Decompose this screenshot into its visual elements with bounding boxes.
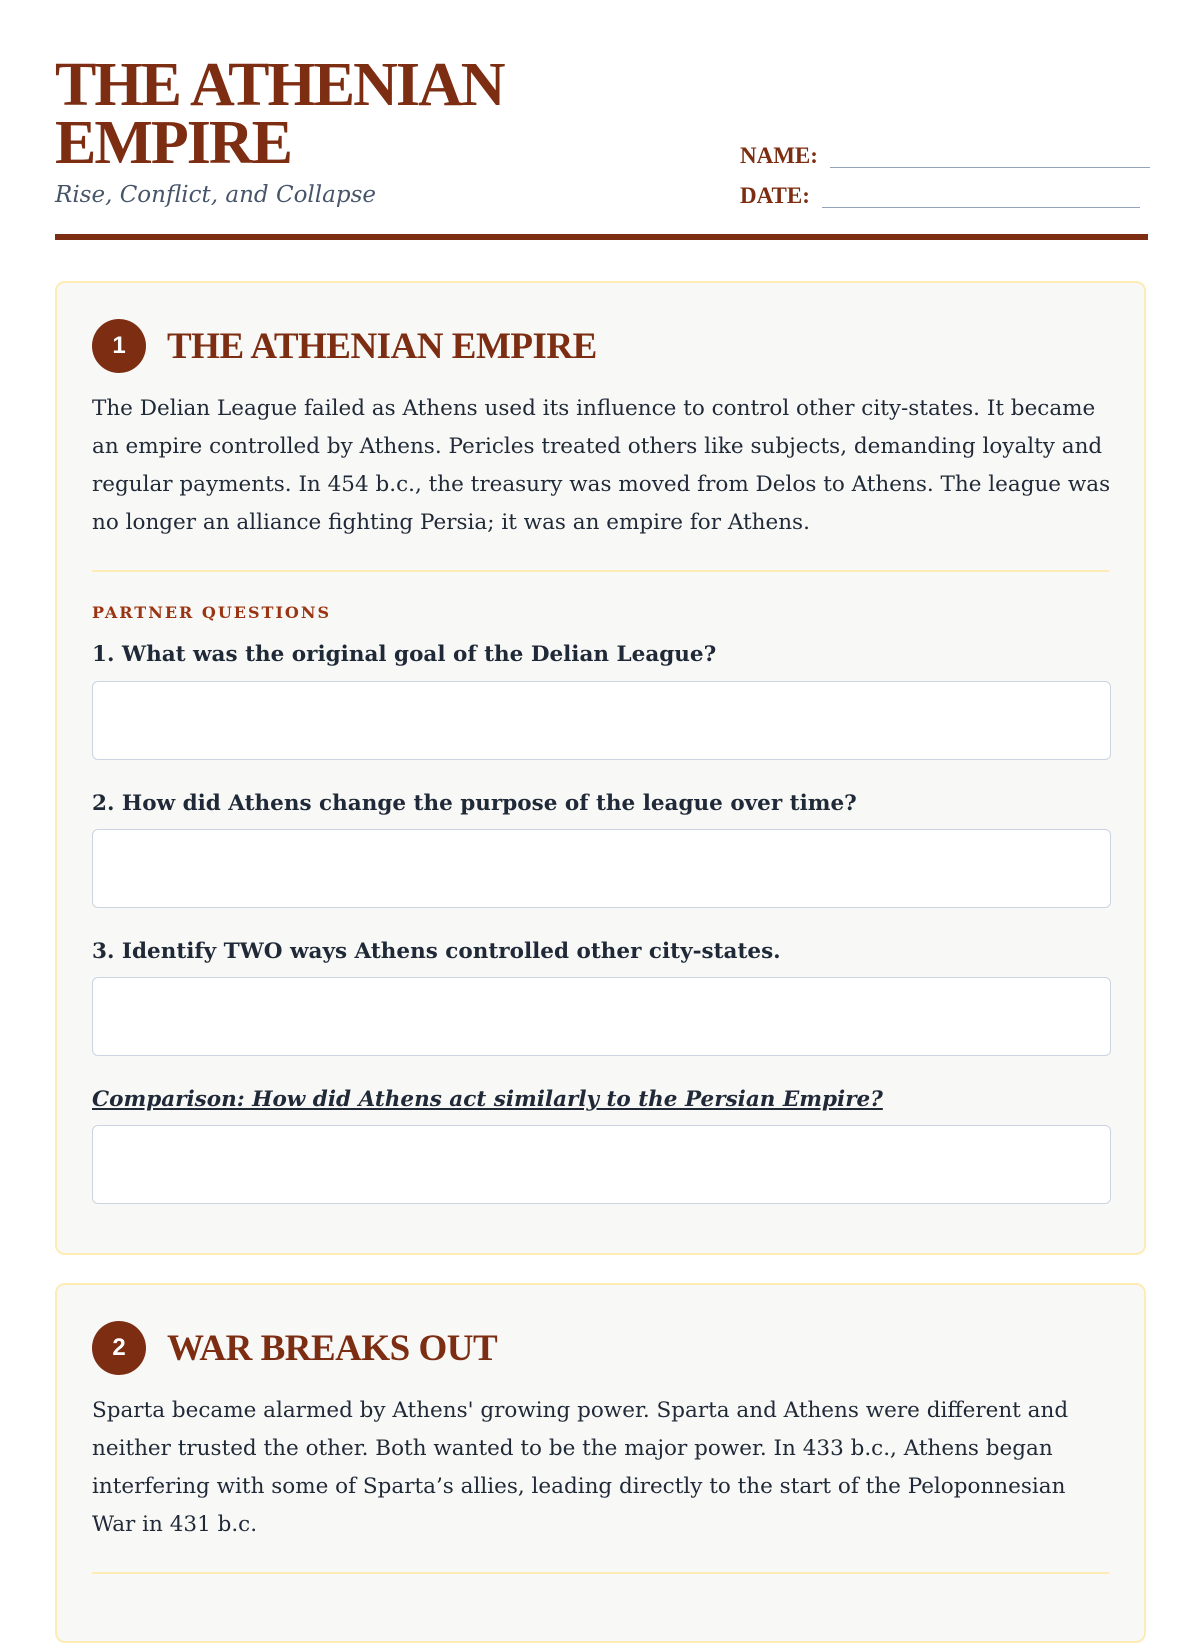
comparison-question: Comparison: How did Athens act similarly to the Persian Empire? [92, 1087, 883, 1112]
question-2: 2. How did Athens change the purpose of the league over time? [92, 791, 857, 816]
section-war-breaks-out [55, 1283, 1146, 1643]
partner-questions-heading: PARTNER QUESTIONS [92, 603, 332, 622]
worksheet-page [55, 0, 1148, 1537]
title-line-2: EMPIRE [55, 109, 291, 177]
worksheet-header [55, 0, 1148, 242]
section-title: THE ATHENIAN EMPIRE [167, 325, 597, 367]
section-number-badge: 2 [92, 1321, 146, 1375]
answer-box-comparison[interactable] [92, 1125, 1111, 1204]
section-heading [92, 1321, 497, 1375]
title-line-1: THE ATHENIAN [55, 51, 504, 119]
section-athenian-empire [55, 281, 1146, 1255]
date-field [740, 184, 1140, 208]
section-title: WAR BREAKS OUT [167, 1327, 498, 1369]
question-1: 1. What was the original goal of the Delian League? [92, 642, 717, 667]
answer-box-3[interactable] [92, 977, 1111, 1056]
section-reading-text: The Delian League failed as Athens used its influence to control other city-states. It became an empire controlled by Athens. Pericles treated others like subjects, demanding loyalty and regular payments. In 454 b.c., the treasury was moved from Delos to Athens. The league was no longer an alliance fighting Persia; it was an empire for Athens. [92, 396, 1111, 535]
date-input-line[interactable] [822, 185, 1140, 208]
name-field [740, 144, 1150, 168]
page-subtitle: Rise, Conflict, and Collapse [55, 182, 376, 208]
name-label: NAME: [740, 143, 818, 168]
section-divider [92, 570, 1109, 572]
answer-box-2[interactable] [92, 829, 1111, 908]
name-input-line[interactable] [830, 145, 1150, 168]
date-label: DATE: [740, 183, 810, 208]
page-title [55, 51, 504, 177]
answer-box-1[interactable] [92, 681, 1111, 760]
header-rule [55, 234, 1148, 240]
section-reading-text: Sparta became alarmed by Athens' growing power. Sparta and Athens were different and neither trusted the other. Both wanted to be the major power. In 433 b.c., Athens began interfering with some of Sparta’s allies, leading directly to the start of the Peloponnesian War in 431 b.c. [92, 1398, 1069, 1537]
section-number-badge: 1 [92, 319, 146, 373]
section-divider [92, 1572, 1109, 1574]
section-heading [92, 319, 597, 373]
question-3: 3. Identify TWO ways Athens controlled other city-states. [92, 939, 781, 964]
